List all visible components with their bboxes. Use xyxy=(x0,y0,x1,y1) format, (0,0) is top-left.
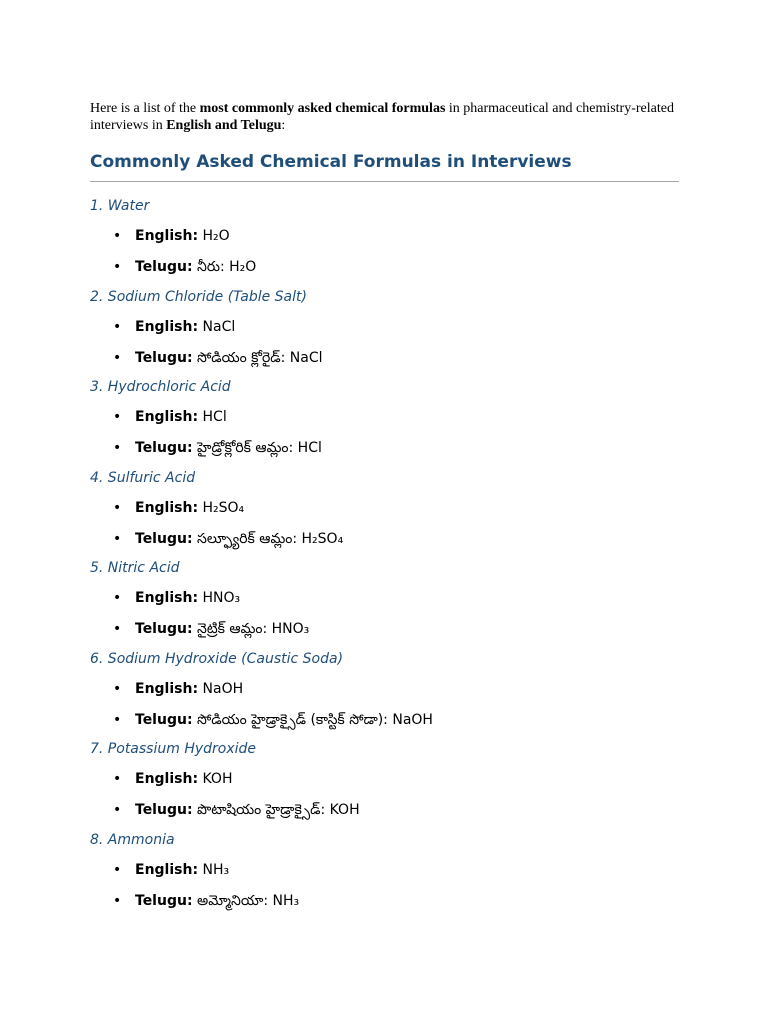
telugu-formula: అమ్మోనియా: NH₃ xyxy=(197,892,300,909)
formula-item xyxy=(90,289,680,380)
formula-item xyxy=(90,560,680,651)
document-content xyxy=(90,100,680,909)
english-formula: HCl xyxy=(202,409,227,425)
bullet-icon: • xyxy=(113,530,122,547)
intro-text-3: : xyxy=(281,118,286,133)
bullet-icon: • xyxy=(113,892,122,909)
formula-item-title: 7. Potassium Hydroxide xyxy=(90,741,257,757)
english-label: English: xyxy=(135,680,199,697)
telugu-line xyxy=(113,892,300,912)
english-line xyxy=(113,409,227,425)
english-formula: NaCl xyxy=(202,318,236,335)
telugu-line xyxy=(113,711,433,731)
english-label: English: xyxy=(135,499,199,516)
bullet-icon: • xyxy=(113,590,122,606)
english-formula: NaOH xyxy=(202,680,244,697)
telugu-formula: సల్ఫ్యూరిక్ ఆమ్లం: H₂SO₄ xyxy=(197,530,344,547)
telugu-line xyxy=(113,802,360,821)
telugu-formula: నీరు: H₂O xyxy=(197,259,257,275)
english-label: English: xyxy=(135,228,199,244)
formula-item xyxy=(90,470,680,561)
intro-bold-1: most commonly asked chemical formulas xyxy=(199,101,446,116)
bullet-icon: • xyxy=(113,621,122,637)
telugu-line xyxy=(113,259,257,278)
english-formula: KOH xyxy=(202,771,233,787)
english-label: English: xyxy=(135,409,199,425)
english-line xyxy=(113,228,230,244)
heading-divider xyxy=(90,181,679,182)
bullet-icon: • xyxy=(113,861,122,878)
english-line xyxy=(113,680,244,697)
intro-text-2: in pharmaceutical and chemistry-related interviews in xyxy=(90,101,674,133)
intro-text-1: Here is a list of the xyxy=(90,101,200,116)
english-line xyxy=(113,590,241,606)
formula-list xyxy=(90,198,680,922)
bullet-icon: • xyxy=(113,802,122,818)
bullet-icon: • xyxy=(113,318,122,335)
english-line xyxy=(113,318,236,335)
bullet-icon: • xyxy=(113,259,122,275)
telugu-formula: సోడియం హైడ్రాక్సైడ్ (కాస్టిక్ సోడా): NaOH xyxy=(197,711,433,728)
section-heading: Commonly Asked Chemical Formulas in Interviews xyxy=(90,152,572,172)
formula-item xyxy=(90,198,680,289)
telugu-label: Telugu: xyxy=(135,440,193,456)
formula-item-title: 8. Ammonia xyxy=(90,831,175,848)
bullet-icon: • xyxy=(113,440,122,456)
telugu-formula: నైట్రిక్ ఆమ్లం: HNO₃ xyxy=(197,621,310,637)
bullet-icon: • xyxy=(113,409,122,425)
telugu-formula: హైడ్రోక్లోరిక్ ఆమ్లం: HCl xyxy=(197,440,322,456)
formula-item-title: 4. Sulfuric Acid xyxy=(90,469,196,486)
english-label: English: xyxy=(135,318,199,335)
telugu-label: Telugu: xyxy=(135,802,193,818)
english-line xyxy=(113,499,245,516)
telugu-line xyxy=(113,440,322,459)
english-line xyxy=(113,771,233,787)
formula-item-title: 3. Hydrochloric Acid xyxy=(90,379,231,395)
telugu-formula: సోడియం క్లోరైడ్: NaCl xyxy=(197,349,323,366)
formula-item-title: 5. Nitric Acid xyxy=(90,560,180,576)
formula-item xyxy=(90,832,680,923)
formula-item-title: 6. Sodium Hydroxide (Caustic Soda) xyxy=(90,650,344,667)
english-formula: H₂SO₄ xyxy=(202,499,245,516)
bullet-icon: • xyxy=(113,711,122,728)
english-label: English: xyxy=(135,861,199,878)
telugu-label: Telugu: xyxy=(135,530,193,547)
formula-item-title: 1. Water xyxy=(90,198,150,214)
bullet-icon: • xyxy=(113,680,122,697)
intro-bold-2: English and Telugu xyxy=(166,118,282,133)
bullet-icon: • xyxy=(113,771,122,787)
english-formula: H₂O xyxy=(202,228,230,244)
telugu-formula: పొటాషియం హైడ్రాక్సైడ్: KOH xyxy=(197,802,360,818)
telugu-label: Telugu: xyxy=(135,892,193,909)
intro-paragraph xyxy=(90,100,680,134)
bullet-icon: • xyxy=(113,499,122,516)
telugu-label: Telugu: xyxy=(135,621,193,637)
telugu-line xyxy=(113,621,310,640)
bullet-icon: • xyxy=(113,228,122,244)
telugu-line xyxy=(113,530,344,550)
english-formula: HNO₃ xyxy=(202,590,241,606)
english-line xyxy=(113,861,230,878)
formula-item xyxy=(90,741,680,832)
formula-item xyxy=(90,379,680,470)
english-label: English: xyxy=(135,771,199,787)
english-formula: NH₃ xyxy=(202,861,230,878)
telugu-label: Telugu: xyxy=(135,349,193,366)
bullet-icon: • xyxy=(113,349,122,366)
telugu-line xyxy=(113,349,323,369)
formula-item-title: 2. Sodium Chloride (Table Salt) xyxy=(90,288,307,305)
telugu-label: Telugu: xyxy=(135,711,193,728)
formula-item xyxy=(90,651,680,742)
telugu-label: Telugu: xyxy=(135,259,193,275)
english-label: English: xyxy=(135,590,199,606)
